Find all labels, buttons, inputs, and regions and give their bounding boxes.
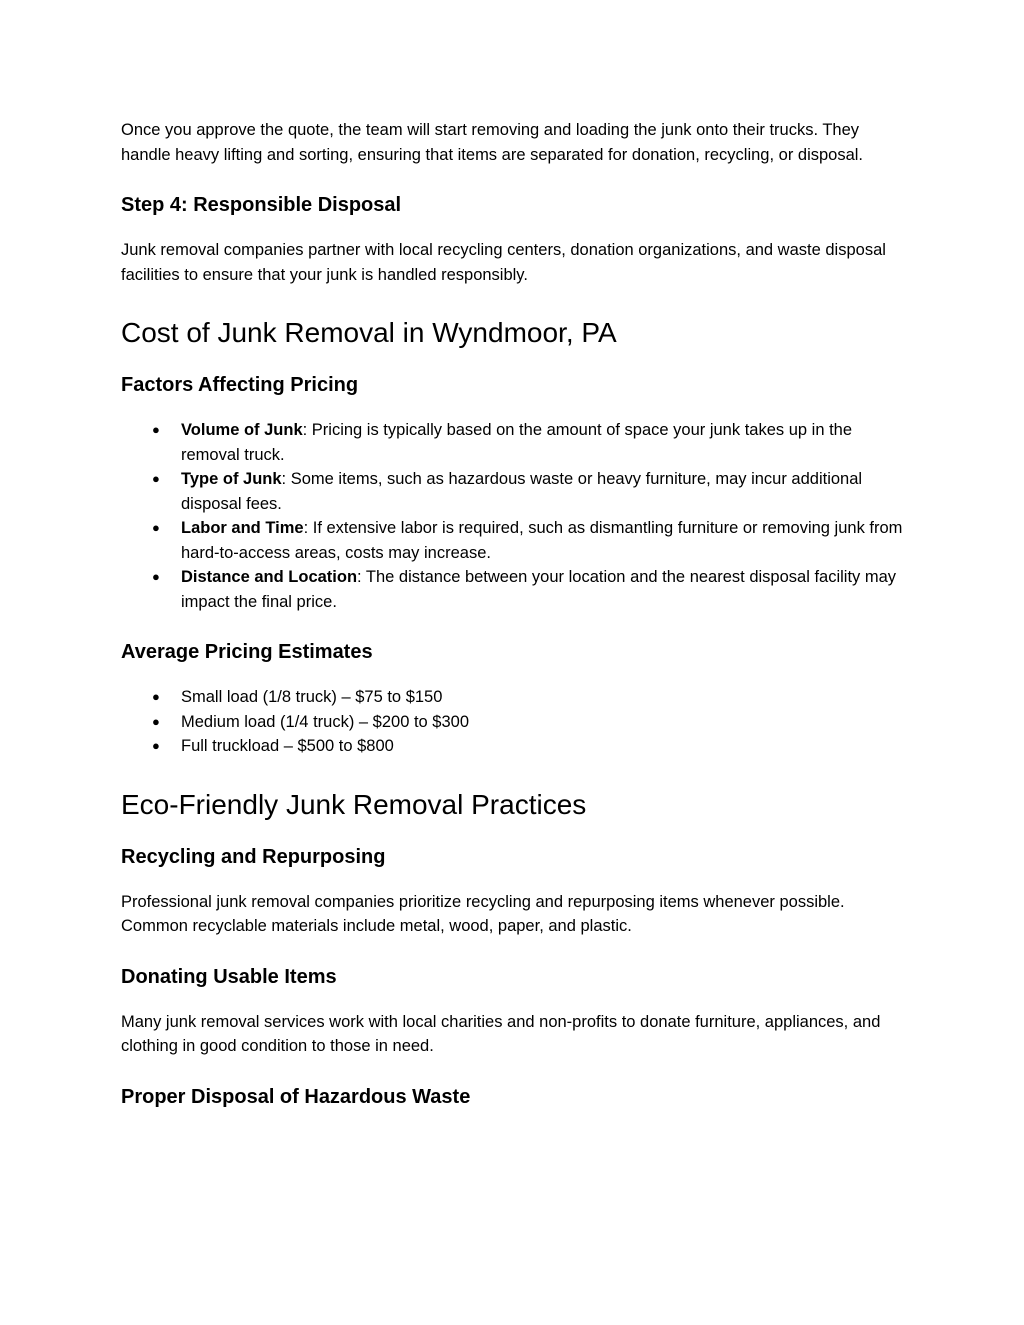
bullet-icon: ● [152,569,160,584]
list-item [121,565,911,614]
factors-list [121,418,911,614]
bullet-icon: ● [152,738,160,753]
cost-section-heading: Cost of Junk Removal in Wyndmoor, PA [121,317,617,348]
bullet-icon: ● [152,471,160,486]
factor-desc: : The distance between your location and the nearest disposal facility may impact the final price. [181,568,897,611]
recycling-paragraph: Professional junk removal companies prioritize recycling and repurposing items whenever possible. Common recyclable materials include metal, wood, paper, and plastic. [121,892,845,935]
estimates-heading: Average Pricing Estimates [121,641,373,663]
factor-term: Labor and Time [181,519,304,537]
estimate-text: Small load (1/8 truck) – $75 to $150 [181,688,443,706]
estimates-list [121,685,911,759]
bullet-icon: ● [152,422,160,437]
factor-desc: : Pricing is typically based on the amount of space your junk takes up in the removal truck. [181,421,853,464]
bullet-icon: ● [152,689,160,704]
donating-paragraph: Many junk removal services work with local charities and non-profits to donate furniture, appliances, and clothing in good condition to those in need. [121,1012,881,1055]
bullet-icon: ● [152,520,160,535]
intro-paragraph: Once you approve the quote, the team will start removing and loading the junk onto their trucks. They handle heavy lifting and sorting, ensuring that items are separated for donation, recycling, or disposal. [121,121,864,164]
eco-section-heading: Eco-Friendly Junk Removal Practices [121,788,587,820]
document-page [121,118,911,1110]
list-item [121,685,911,710]
step4-heading: Step 4: Responsible Disposal [121,194,402,216]
factor-desc: : If extensive labor is required, such as dismantling furniture or removing junk from hard-to-access areas, costs may increase. [181,519,903,562]
list-item [121,467,911,516]
donating-heading: Donating Usable Items [121,965,337,988]
step4-paragraph: Junk removal companies partner with local recycling centers, donation organizations, and waste disposal facilities to ensure that your junk is handled responsibly. [121,241,886,284]
factor-term: Distance and Location [181,568,358,586]
factor-desc: : Some items, such as hazardous waste or heavy furniture, may incur additional disposal fees. [181,470,863,513]
estimate-text: Full truckload – $500 to $800 [181,737,394,755]
list-item [121,418,911,467]
list-item [121,516,911,565]
factor-term: Type of Junk [181,470,282,488]
factors-heading: Factors Affecting Pricing [121,374,359,396]
list-item [121,710,911,735]
bullet-icon: ● [152,713,160,729]
factor-term: Volume of Junk [181,421,303,439]
estimate-text: Medium load (1/4 truck) – $200 to $300 [181,712,470,731]
hazardous-heading: Proper Disposal of Hazardous Waste [121,1085,471,1108]
recycling-heading: Recycling and Repurposing [121,845,386,868]
list-item [121,734,911,759]
